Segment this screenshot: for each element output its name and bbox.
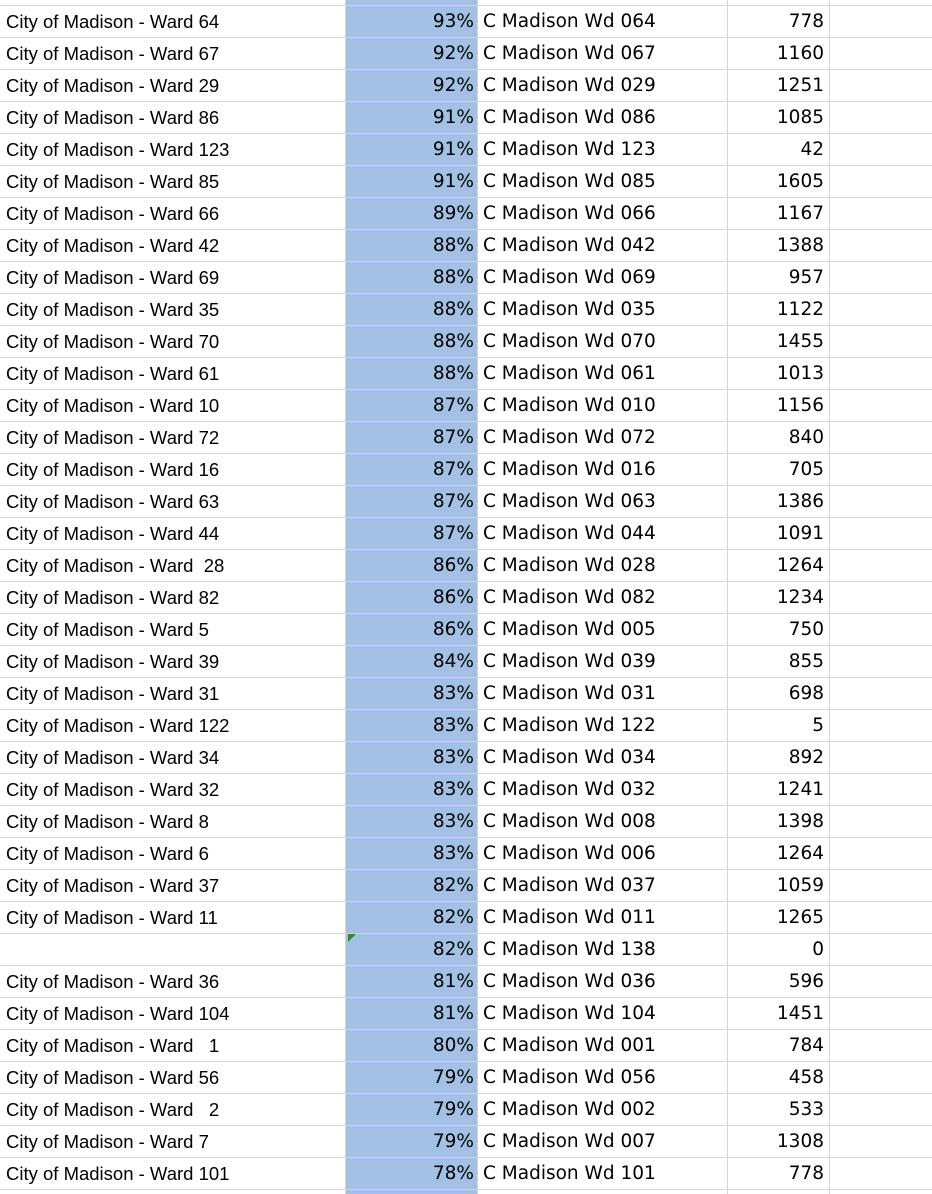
table-row <box>0 70 932 102</box>
table-row <box>0 614 932 646</box>
cell-percent[interactable]: 79% <box>432 1099 474 1120</box>
cell-percent[interactable]: 88% <box>432 267 474 288</box>
cell-percent[interactable]: 87% <box>432 395 474 416</box>
cell-count[interactable]: 784 <box>788 1035 824 1056</box>
cell-count[interactable]: 855 <box>788 651 824 672</box>
cell-percent[interactable]: 87% <box>432 491 474 512</box>
cell-percent[interactable]: 91% <box>432 171 474 192</box>
table-row <box>0 358 932 390</box>
cell-count[interactable]: 1167 <box>776 203 824 224</box>
cell-count[interactable]: 0 <box>812 939 824 960</box>
cell-ward-name[interactable]: City of Madison - Ward 35 <box>6 299 220 320</box>
table-row <box>0 422 932 454</box>
table-row <box>0 582 932 614</box>
cell-ward-name[interactable]: City of Madison - Ward 56 <box>6 1067 220 1088</box>
cell-count[interactable]: 42 <box>800 139 824 160</box>
table-row <box>0 6 932 38</box>
cell-ward-code[interactable]: C Madison Wd 044 <box>483 523 656 544</box>
table-row <box>0 550 932 582</box>
cell-count[interactable]: 458 <box>788 1067 824 1088</box>
cell-count[interactable]: 705 <box>788 459 824 480</box>
table-body <box>0 6 932 1190</box>
cell-percent[interactable]: 82% <box>432 875 474 896</box>
cell-percent[interactable]: 86% <box>432 587 474 608</box>
cell-ward-code[interactable]: C Madison Wd 011 <box>483 907 656 928</box>
table-row <box>0 742 932 774</box>
table-row <box>0 838 932 870</box>
cell-ward-code[interactable]: C Madison Wd 005 <box>483 619 656 640</box>
table-row <box>0 230 932 262</box>
cell-percent[interactable]: 83% <box>432 779 474 800</box>
cell-ward-code[interactable]: C Madison Wd 123 <box>483 139 656 160</box>
cell-count[interactable]: 1241 <box>776 779 824 800</box>
cell-ward-name[interactable]: City of Madison - Ward 1 <box>6 1035 220 1056</box>
cell-ward-code[interactable]: C Madison Wd 085 <box>483 171 656 192</box>
cell-ward-code[interactable]: C Madison Wd 031 <box>483 683 656 704</box>
cell-ward-name[interactable]: City of Madison - Ward 32 <box>6 779 220 800</box>
cell-ward-code[interactable]: C Madison Wd 007 <box>483 1131 656 1152</box>
table-row <box>0 326 932 358</box>
table-row <box>0 806 932 838</box>
cell-ward-name[interactable]: City of Madison - Ward 16 <box>6 459 220 480</box>
cell-ward-code[interactable]: C Madison Wd 036 <box>483 971 656 992</box>
cell-ward-code[interactable]: C Madison Wd 101 <box>483 1163 656 1184</box>
table-row <box>0 902 932 934</box>
cell-percent[interactable]: 83% <box>432 843 474 864</box>
cell-count[interactable]: 1251 <box>776 75 824 96</box>
cell-percent[interactable]: 87% <box>432 459 474 480</box>
cell-percent[interactable]: 81% <box>432 971 474 992</box>
cell-percent[interactable]: 91% <box>432 107 474 128</box>
cell-ward-code[interactable]: C Madison Wd 029 <box>483 75 656 96</box>
cell-ward-name[interactable]: City of Madison - Ward 39 <box>6 651 220 672</box>
table-row <box>0 934 932 966</box>
table-row <box>0 198 932 230</box>
table-row <box>0 262 932 294</box>
cell-count[interactable]: 1398 <box>776 811 824 832</box>
cell-count[interactable]: 1264 <box>776 555 824 576</box>
cell-ward-name[interactable]: City of Madison - Ward 28 <box>6 555 225 576</box>
cell-ward-name[interactable]: City of Madison - Ward 10 <box>6 395 220 416</box>
cell-ward-code[interactable]: C Madison Wd 066 <box>483 203 656 224</box>
cell-ward-code[interactable]: C Madison Wd 086 <box>483 107 656 128</box>
cell-ward-name[interactable]: City of Madison - Ward 36 <box>6 971 220 992</box>
cell-ward-code[interactable]: C Madison Wd 028 <box>483 555 656 576</box>
cell-ward-code[interactable]: C Madison Wd 010 <box>483 395 656 416</box>
cell-count[interactable]: 1122 <box>776 299 824 320</box>
cell-ward-code[interactable]: C Madison Wd 008 <box>483 811 656 832</box>
cell-ward-name[interactable]: City of Madison - Ward 44 <box>6 523 220 544</box>
cell-count[interactable]: 1264 <box>776 843 824 864</box>
cell-percent[interactable]: 93% <box>432 11 474 32</box>
cell-percent[interactable]: 83% <box>432 683 474 704</box>
cell-ward-name[interactable]: City of Madison - Ward 61 <box>6 363 220 384</box>
cell-percent[interactable]: 87% <box>432 523 474 544</box>
cell-ward-code[interactable]: C Madison Wd 037 <box>483 875 656 896</box>
cell-ward-name[interactable]: City of Madison - Ward 67 <box>6 43 220 64</box>
table-row <box>0 454 932 486</box>
table-row <box>0 102 932 134</box>
cell-ward-name[interactable]: City of Madison - Ward 42 <box>6 235 220 256</box>
error-indicator-icon[interactable] <box>348 934 356 942</box>
cell-count[interactable]: 840 <box>788 427 824 448</box>
cell-ward-code[interactable]: C Madison Wd 002 <box>483 1099 656 1120</box>
cell-count[interactable]: 698 <box>788 683 824 704</box>
cell-percent[interactable]: 83% <box>432 715 474 736</box>
cell-count[interactable]: 1059 <box>776 875 824 896</box>
table-row <box>0 166 932 198</box>
cell-count[interactable]: 957 <box>788 267 824 288</box>
cell-ward-code[interactable]: C Madison Wd 104 <box>483 1003 656 1024</box>
cell-count[interactable]: 5 <box>812 715 824 736</box>
cell-percent[interactable]: 87% <box>432 427 474 448</box>
cell-ward-code[interactable]: C Madison Wd 122 <box>483 715 656 736</box>
cell-ward-code[interactable]: C Madison Wd 016 <box>483 459 656 480</box>
cell-ward-code[interactable]: C Madison Wd 034 <box>483 747 656 768</box>
cell-ward-name[interactable]: City of Madison - Ward 7 <box>6 1131 209 1152</box>
cell-ward-code[interactable]: C Madison Wd 069 <box>483 267 656 288</box>
cell-percent[interactable]: 92% <box>432 43 474 64</box>
table-row <box>0 966 932 998</box>
cell-percent[interactable]: 79% <box>432 1131 474 1152</box>
cell-ward-name[interactable]: City of Madison - Ward 122 <box>6 715 230 736</box>
cell-count[interactable]: 1388 <box>776 235 824 256</box>
table-row <box>0 134 932 166</box>
cell-count[interactable]: 1265 <box>776 907 824 928</box>
cell-count[interactable]: 1308 <box>776 1131 824 1152</box>
cell-percent[interactable]: 82% <box>432 939 474 960</box>
cell-ward-name[interactable]: City of Madison - Ward 85 <box>6 171 220 192</box>
cell-ward-code[interactable]: C Madison Wd 039 <box>483 651 656 672</box>
cell-count[interactable]: 750 <box>788 619 824 640</box>
cell-count[interactable]: 1085 <box>776 107 824 128</box>
cell-percent[interactable]: 89% <box>432 203 474 224</box>
cell-ward-code[interactable]: C Madison Wd 067 <box>483 43 656 64</box>
cell-ward-code[interactable]: C Madison Wd 056 <box>483 1067 656 1088</box>
table-row <box>0 678 932 710</box>
cell-ward-name[interactable]: City of Madison - Ward 34 <box>6 747 220 768</box>
cell-ward-name[interactable]: City of Madison - Ward 31 <box>6 683 220 704</box>
cell-ward-name[interactable]: City of Madison - Ward 66 <box>6 203 220 224</box>
cell-count[interactable]: 1386 <box>776 491 824 512</box>
table-row <box>0 870 932 902</box>
table-row <box>0 774 932 806</box>
cell-percent[interactable]: 83% <box>432 811 474 832</box>
table-row <box>0 518 932 550</box>
cell-ward-code[interactable]: C Madison Wd 070 <box>483 331 656 352</box>
cell-count[interactable]: 1455 <box>776 331 824 352</box>
cell-ward-code[interactable]: C Madison Wd 072 <box>483 427 656 448</box>
cell-count[interactable]: 1234 <box>776 587 824 608</box>
cell-count[interactable]: 1605 <box>776 171 824 192</box>
cell-ward-code[interactable]: C Madison Wd 035 <box>483 299 656 320</box>
table-row <box>0 646 932 678</box>
cell-ward-code[interactable]: C Madison Wd 001 <box>483 1035 656 1056</box>
cell-ward-name[interactable]: City of Madison - Ward 63 <box>6 491 220 512</box>
cell-ward-name[interactable]: City of Madison - Ward 29 <box>6 75 220 96</box>
cell-ward-code[interactable]: C Madison Wd 061 <box>483 363 656 384</box>
cell-percent[interactable]: 82% <box>432 907 474 928</box>
cell-percent[interactable]: 88% <box>432 331 474 352</box>
cell-ward-name[interactable]: City of Madison - Ward 123 <box>6 139 230 160</box>
cell-ward-code[interactable]: C Madison Wd 042 <box>483 235 656 256</box>
cell-ward-name[interactable]: City of Madison - Ward 104 <box>6 1003 230 1024</box>
table-row <box>0 1094 932 1126</box>
cell-percent[interactable]: 78% <box>432 1163 474 1184</box>
cell-count[interactable]: 1091 <box>776 523 824 544</box>
cell-ward-code[interactable]: C Madison Wd 082 <box>483 587 656 608</box>
cell-count[interactable]: 533 <box>788 1099 824 1120</box>
cell-count[interactable]: 596 <box>788 971 824 992</box>
cell-percent[interactable]: 88% <box>432 363 474 384</box>
cell-ward-name[interactable]: City of Madison - Ward 5 <box>6 619 209 640</box>
cell-percent[interactable]: 88% <box>432 235 474 256</box>
table-row <box>0 486 932 518</box>
cell-percent[interactable]: 80% <box>432 1035 474 1056</box>
cell-percent[interactable]: 91% <box>432 139 474 160</box>
cell-count[interactable]: 1160 <box>776 43 824 64</box>
cell-ward-name[interactable]: City of Madison - Ward 69 <box>6 267 220 288</box>
cell-ward-name[interactable]: City of Madison - Ward 70 <box>6 331 220 352</box>
cell-count[interactable]: 778 <box>788 1163 824 1184</box>
cell-ward-name[interactable]: City of Madison - Ward 72 <box>6 427 220 448</box>
cell-ward-code[interactable]: C Madison Wd 006 <box>483 843 656 864</box>
cell-count[interactable]: 1156 <box>776 395 824 416</box>
cell-ward-code[interactable]: C Madison Wd 032 <box>483 779 656 800</box>
table-row <box>0 1126 932 1158</box>
cell-percent[interactable]: 86% <box>432 619 474 640</box>
cell-ward-code[interactable]: C Madison Wd 138 <box>483 939 656 960</box>
table-row <box>0 390 932 422</box>
table-row <box>0 1062 932 1094</box>
cell-percent[interactable]: 92% <box>432 75 474 96</box>
cell-ward-name[interactable]: City of Madison - Ward 11 <box>6 907 218 928</box>
cell-ward-name[interactable]: City of Madison - Ward 86 <box>6 107 220 128</box>
cell-count[interactable]: 778 <box>788 11 824 32</box>
cell-ward-name[interactable] <box>6 934 344 965</box>
cell-percent[interactable]: 81% <box>432 1003 474 1024</box>
cell-percent[interactable]: 86% <box>432 555 474 576</box>
table-row <box>0 710 932 742</box>
table-row <box>0 998 932 1030</box>
table-row <box>0 38 932 70</box>
cell-ward-code[interactable]: C Madison Wd 063 <box>483 491 656 512</box>
cell-percent[interactable]: 88% <box>432 299 474 320</box>
cell-ward-code[interactable]: C Madison Wd 064 <box>483 11 656 32</box>
cell-ward-name[interactable]: City of Madison - Ward 64 <box>6 11 220 32</box>
cell-ward-name[interactable]: City of Madison - Ward 82 <box>6 587 220 608</box>
cell-ward-name[interactable]: City of Madison - Ward 2 <box>6 1099 220 1120</box>
cell-ward-name[interactable]: City of Madison - Ward 37 <box>6 875 220 896</box>
cell-ward-name[interactable]: City of Madison - Ward 8 <box>6 811 209 832</box>
cell-ward-name[interactable]: City of Madison - Ward 6 <box>6 843 209 864</box>
table-row <box>0 1030 932 1062</box>
table-row <box>0 294 932 326</box>
cell-percent[interactable]: 84% <box>432 651 474 672</box>
cell-count[interactable]: 1451 <box>776 1003 824 1024</box>
cell-ward-name[interactable]: City of Madison - Ward 101 <box>6 1163 230 1184</box>
table-row <box>0 1158 932 1190</box>
cell-percent[interactable]: 79% <box>432 1067 474 1088</box>
cell-percent[interactable]: 83% <box>432 747 474 768</box>
cell-count[interactable]: 892 <box>788 747 824 768</box>
cell-count[interactable]: 1013 <box>776 363 824 384</box>
